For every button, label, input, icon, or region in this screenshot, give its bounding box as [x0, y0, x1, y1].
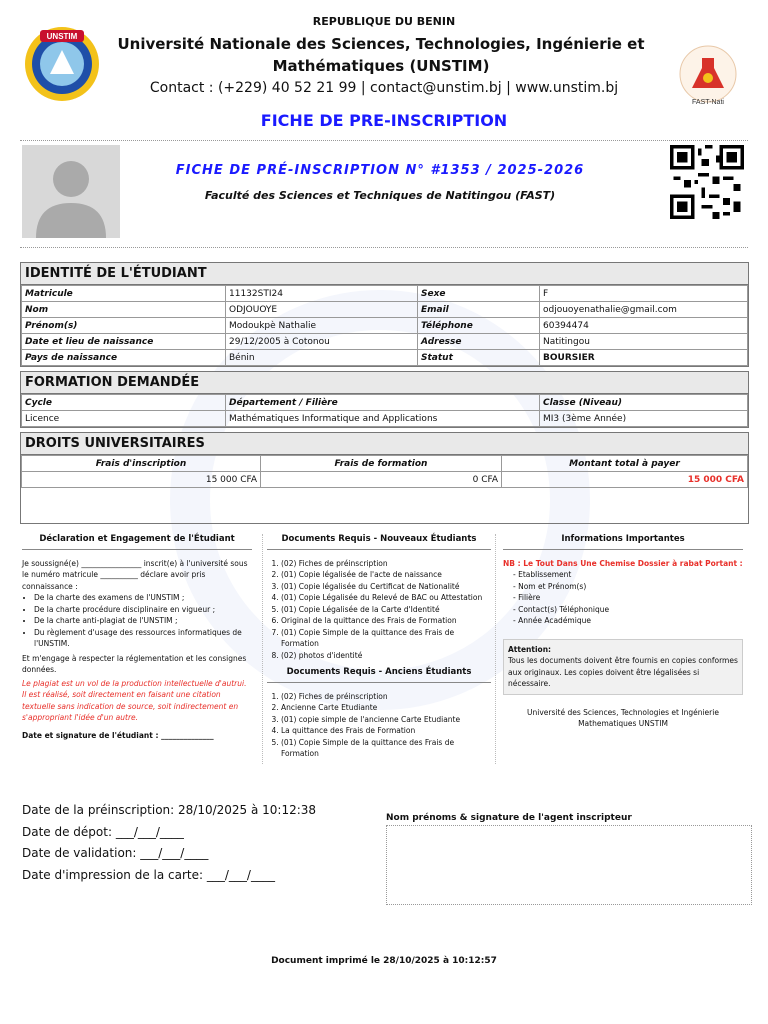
docs-nouveaux-list: [267, 558, 491, 662]
cycle-value: Licence: [22, 411, 226, 427]
faculty-name: Faculté des Sciences et Techniques de Natitingou (FAST): [204, 189, 556, 202]
document-item: 4. (01) Copie Légalisée du Relevé de BAC ou Attestation: [281, 592, 491, 604]
document-item: 4. La quittance des Frais de Formation: [281, 725, 491, 737]
droits-title: DROITS UNIVERSITAIRES: [21, 433, 748, 455]
frais-formation-value: 0 CFA: [261, 472, 502, 488]
document-item: 2. (01) Copie légalisée de l'acte de naissance: [281, 569, 491, 581]
field-value: Bénin: [226, 350, 418, 366]
filiere-header: Département / Filière: [226, 395, 540, 411]
field-value: F: [540, 286, 748, 302]
identite-row: [22, 286, 748, 302]
identite-title: IDENTITÉ DE L'ÉTUDIANT: [21, 263, 748, 285]
info-item: [513, 592, 743, 604]
document-item: 3. (01) Copie légalisée du Certificat de Nationalité: [281, 581, 491, 593]
total-value: 15 000 CFA: [502, 472, 748, 488]
declaration-title: Déclaration et Engagement de l'Étudiant: [22, 534, 252, 550]
declaration-item: • De la charte anti-plagiat de l'UNSTIM ;: [34, 615, 252, 627]
identite-row: [22, 302, 748, 318]
field-value: Natitingou: [540, 334, 748, 350]
document-item: 6. Original de la quittance des Frais de Formation: [281, 615, 491, 627]
declaration-item: • Du règlement d'usage des ressources informatiques de l'UNSTIM.: [34, 627, 252, 650]
agent-signature-label: Nom prénoms & signature de l'agent inscripteur: [386, 813, 632, 823]
dash-bullet: -: [513, 604, 519, 614]
info-item-label: Nom et Prénom(s): [518, 581, 587, 591]
field-label: Matricule: [22, 286, 226, 302]
classe-header: Classe (Niveau): [540, 395, 748, 411]
field-label: Sexe: [418, 286, 540, 302]
field-label: Pays de naissance: [22, 350, 226, 366]
fast-nati-logo: [668, 44, 748, 108]
avatar-icon: [22, 145, 120, 238]
document-item: 2. Ancienne Carte Etudiante: [281, 702, 491, 714]
field-value: 11132STI24: [226, 286, 418, 302]
agent-signature-box: [386, 825, 752, 905]
field-value: ODJOUOYE: [226, 302, 418, 318]
identite-row: [22, 334, 748, 350]
dash-bullet: -: [513, 616, 519, 625]
plagiat-warning: Le plagiat est un vol de la production intellectuelle d'autrui. Il est réalisé, soit directement en faisant une citation textuelle sans indication de source, soit indirectement en s'appropriant l'idée d'un autre.: [22, 678, 247, 722]
document-item: 8. (02) photos d'identité: [281, 650, 491, 662]
infos-list: [503, 569, 743, 627]
declaration-item: • De la charte procédure disciplinaire en vigueur ;: [34, 604, 252, 616]
date-impression: Date d'impression de la carte: ___/___/____: [22, 867, 275, 882]
date-depot: Date de dépot: ___/___/____: [22, 824, 184, 839]
field-label: Adresse: [418, 334, 540, 350]
info-item-label: Etablissement: [518, 570, 572, 579]
attention-box: [503, 639, 743, 695]
logo-text: UNSTIM: [46, 32, 78, 41]
filiere-value: Mathématiques Informatique and Applications: [226, 411, 540, 427]
infos-title: Informations Importantes: [503, 534, 743, 550]
frais-inscription-header: Frais d'inscription: [22, 456, 261, 472]
document-item: 3. (01) copie simple de l'ancienne Carte Etudiante: [281, 714, 491, 726]
field-label: Téléphone: [418, 318, 540, 334]
document-item: 1. (02) Fiches de préinscription: [281, 691, 491, 703]
identite-row: [22, 350, 748, 366]
declaration-item: • De la charte des examens de l'UNSTIM ;: [34, 592, 252, 604]
droits-table: [21, 455, 748, 488]
field-label: Statut: [418, 350, 540, 366]
info-item-label: Filière: [518, 593, 541, 602]
field-value: 29/12/2005 à Cotonou: [226, 334, 418, 350]
field-value: odjouoyenathalie@gmail.com: [540, 302, 748, 318]
document-item: 7. (01) Copie Simple de la quittance des Frais de Formation: [281, 627, 491, 650]
docs-anciens-title: Documents Requis - Anciens Étudiants: [267, 667, 491, 683]
declaration-engage: Et m'engage à respecter la réglementation et les consignes données.: [22, 653, 247, 674]
page-title: FICHE DE PRE-INSCRIPTION: [260, 111, 508, 130]
docs-nouveaux-title: Documents Requis - Nouveaux Étudiants: [267, 534, 491, 550]
total-header: Montant total à payer: [502, 456, 748, 472]
frais-inscription-value: 15 000 CFA: [22, 472, 261, 488]
student-photo: [22, 145, 120, 238]
declaration-intro: Je soussigné(e) ________________ inscrit(e) à l'université sous le numéro matricule __________ déclare avoir pris connaissance :: [22, 558, 248, 591]
attention-text: Tous les documents doivent être fournis en copies conformes aux originaux. Les copies doivent être légalisées si nécessaire.: [508, 656, 738, 688]
cycle-header: Cycle: [22, 395, 226, 411]
classe-value: MI3 (3ème Année): [540, 411, 748, 427]
nb-note: NB : Le Tout Dans Une Chemise Dossier à rabat Portant :: [503, 558, 743, 568]
info-item: [513, 569, 743, 581]
fast-logo-text: FAST-Nati: [692, 99, 724, 106]
qr-code-icon: [668, 145, 746, 219]
infos-column: [503, 534, 743, 730]
info-item: [513, 615, 743, 627]
contact-info: Contact : (+229) 40 52 21 99 | contact@unstim.bj | www.unstim.bj: [149, 80, 619, 96]
dates-block: [22, 800, 316, 886]
droits-section: [20, 432, 749, 524]
field-value: Modoukpè Nathalie: [226, 318, 418, 334]
document-item: 5. (01) Copie Légalisée de la Carte d'Identité: [281, 604, 491, 616]
declaration-list: [22, 592, 252, 650]
formation-section: [20, 371, 749, 428]
field-label: Email: [418, 302, 540, 318]
dash-bullet: -: [513, 581, 519, 591]
info-item-label: Année Académique: [518, 616, 591, 625]
field-label: Prénom(s): [22, 318, 226, 334]
identite-table: [21, 285, 748, 366]
field-value: 60394474: [540, 318, 748, 334]
date-preinscription: Date de la préinscription: 28/10/2025 à 10:12:38: [22, 803, 317, 817]
document-item: 5. (01) Copie Simple de la quittance des Frais de Formation: [281, 737, 491, 760]
infos-footer: Université des Sciences, Technologies et Ingénierie Mathematiques UNSTIM: [527, 707, 719, 728]
student-signature: Date et signature de l'étudiant : ______________: [22, 730, 214, 740]
declaration-column: [22, 534, 252, 741]
field-label: Nom: [22, 302, 226, 318]
attention-title: Attention:: [508, 644, 552, 654]
republic-label: REPUBLIQUE DU BENIN: [312, 15, 456, 28]
info-item: [513, 604, 743, 616]
field-label: Date et lieu de naissance: [22, 334, 226, 350]
docs-anciens-list: [267, 691, 491, 760]
university-name: Université Nationale des Sciences, Technologies, Ingénierie et Mathématiques (UNSTIM): [117, 35, 645, 75]
info-item-label: Contact(s) Téléphonique: [518, 604, 610, 614]
identite-section: [20, 262, 749, 367]
field-value: BOURSIER: [540, 350, 748, 366]
formation-table: [21, 394, 748, 427]
document-item: 1. (02) Fiches de préinscription: [281, 558, 491, 570]
identite-row: [22, 318, 748, 334]
dash-bullet: -: [513, 570, 519, 579]
printed-date: Document imprimé le 28/10/2025 à 10:12:57: [271, 956, 497, 966]
info-item: [513, 581, 743, 593]
frais-formation-header: Frais de formation: [261, 456, 502, 472]
dash-bullet: -: [513, 593, 519, 602]
date-validation: Date de validation: ___/___/____: [22, 846, 209, 860]
fiche-number: FICHE DE PRÉ-INSCRIPTION N° #1353 / 2025-2026: [175, 163, 585, 178]
documents-column: [262, 534, 496, 764]
formation-title: FORMATION DEMANDÉE: [21, 372, 748, 394]
